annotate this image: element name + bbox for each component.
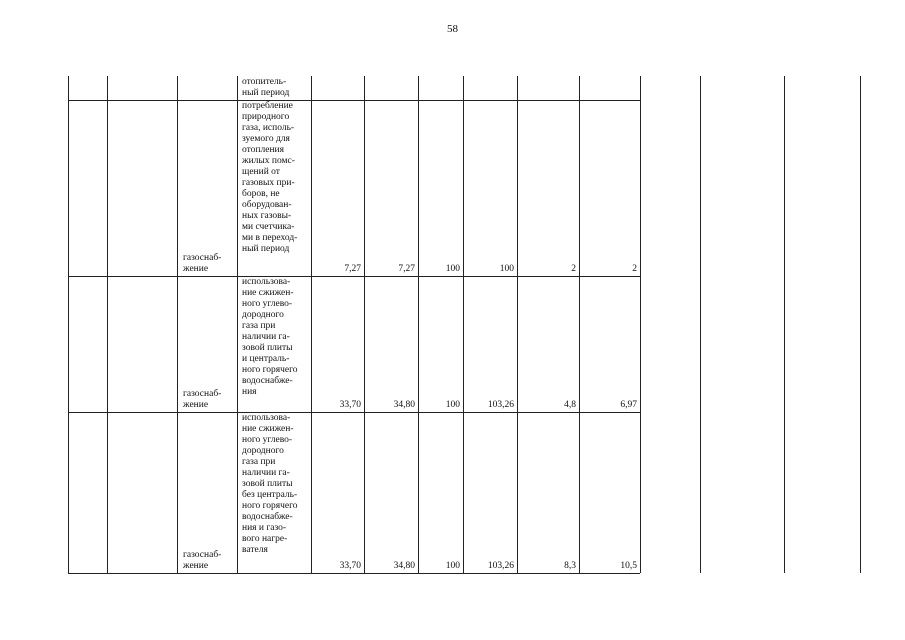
value-cell: 4,8 — [564, 400, 576, 410]
column-border — [784, 76, 785, 573]
value-cell: 33,70 — [339, 400, 361, 410]
value-cell: 100 — [445, 264, 460, 274]
description-cell: щений от — [242, 167, 280, 177]
description-cell: ния — [242, 387, 257, 397]
description-cell: жилых помс- — [242, 156, 295, 166]
value-cell: 34,80 — [393, 561, 415, 571]
column-border — [640, 76, 641, 573]
description-cell: ный период — [242, 88, 290, 98]
value-cell: 8,3 — [564, 561, 576, 571]
description-cell: ние сжижен- — [242, 424, 294, 434]
description-cell: отопления — [242, 145, 284, 155]
service-cell: жение — [183, 264, 209, 274]
value-cell: 33,70 — [339, 561, 361, 571]
description-cell: водоснабже- — [242, 512, 293, 522]
description-cell: ми счетчика- — [242, 222, 295, 232]
description-cell: природного — [242, 112, 290, 122]
column-border — [517, 76, 518, 573]
page-number: 58 — [447, 23, 458, 35]
row-border — [68, 573, 640, 574]
service-cell: жение — [183, 561, 209, 571]
column-border — [463, 76, 464, 573]
description-cell: ния и газо- — [242, 523, 287, 533]
description-cell: газовых при- — [242, 178, 295, 188]
description-cell: использова- — [242, 277, 291, 287]
description-cell: боров, не — [242, 189, 280, 199]
value-cell: 10,5 — [620, 561, 637, 571]
service-cell: жение — [183, 400, 209, 410]
description-cell: ный период — [242, 244, 290, 254]
description-cell: зовой плиты — [242, 343, 293, 353]
value-cell: 34,80 — [393, 400, 415, 410]
description-cell: ного горячего — [242, 501, 298, 511]
description-cell: дородного — [242, 310, 284, 320]
description-cell: газа при — [242, 457, 276, 467]
service-cell: газоснаб- — [183, 389, 222, 399]
value-cell: 2 — [632, 264, 637, 274]
description-cell: отопитель- — [242, 77, 287, 87]
description-cell: дородного — [242, 446, 284, 456]
description-cell: оборудован- — [242, 200, 292, 210]
description-cell: газа, исполь- — [242, 123, 295, 133]
description-cell: ного горячего — [242, 365, 298, 375]
description-cell: ми в переход- — [242, 233, 298, 243]
value-cell: 100 — [499, 264, 514, 274]
value-cell: 7,27 — [398, 264, 415, 274]
description-cell: наличии га- — [242, 332, 290, 342]
column-border — [418, 76, 419, 573]
value-cell: 2 — [571, 264, 576, 274]
description-cell: использова- — [242, 413, 291, 423]
description-cell: зовой плиты — [242, 479, 293, 489]
column-border — [364, 76, 365, 573]
row-border — [68, 276, 640, 277]
description-cell: без централь- — [242, 490, 298, 500]
value-cell: 100 — [445, 400, 460, 410]
column-border — [311, 76, 312, 573]
description-cell: ние сжижен- — [242, 288, 294, 298]
column-border — [700, 76, 701, 573]
description-cell: газа при — [242, 321, 276, 331]
value-cell: 6,97 — [620, 400, 637, 410]
description-cell: и централь- — [242, 354, 290, 364]
description-cell: ного углево- — [242, 299, 293, 309]
description-cell: потребление — [242, 101, 293, 111]
value-cell: 7,27 — [344, 264, 361, 274]
row-border — [68, 100, 640, 101]
description-cell: водоснабже- — [242, 376, 293, 386]
value-cell: 103,26 — [487, 561, 514, 571]
column-border — [579, 76, 580, 573]
column-border — [860, 76, 861, 573]
column-border — [107, 76, 108, 573]
service-cell: газоснаб- — [183, 253, 222, 263]
column-border — [237, 76, 238, 573]
description-cell: ных газовы- — [242, 211, 292, 221]
column-border — [177, 76, 178, 573]
value-cell: 103,26 — [487, 400, 514, 410]
value-cell: 100 — [445, 561, 460, 571]
column-border — [68, 76, 69, 573]
description-cell: ного углево- — [242, 435, 293, 445]
description-cell: зуемого для — [242, 134, 290, 144]
description-cell: вателя — [242, 545, 268, 555]
description-cell: наличии га- — [242, 468, 290, 478]
description-cell: вого нагре- — [242, 534, 288, 544]
row-border — [68, 412, 640, 413]
service-cell: газоснаб- — [183, 550, 222, 560]
